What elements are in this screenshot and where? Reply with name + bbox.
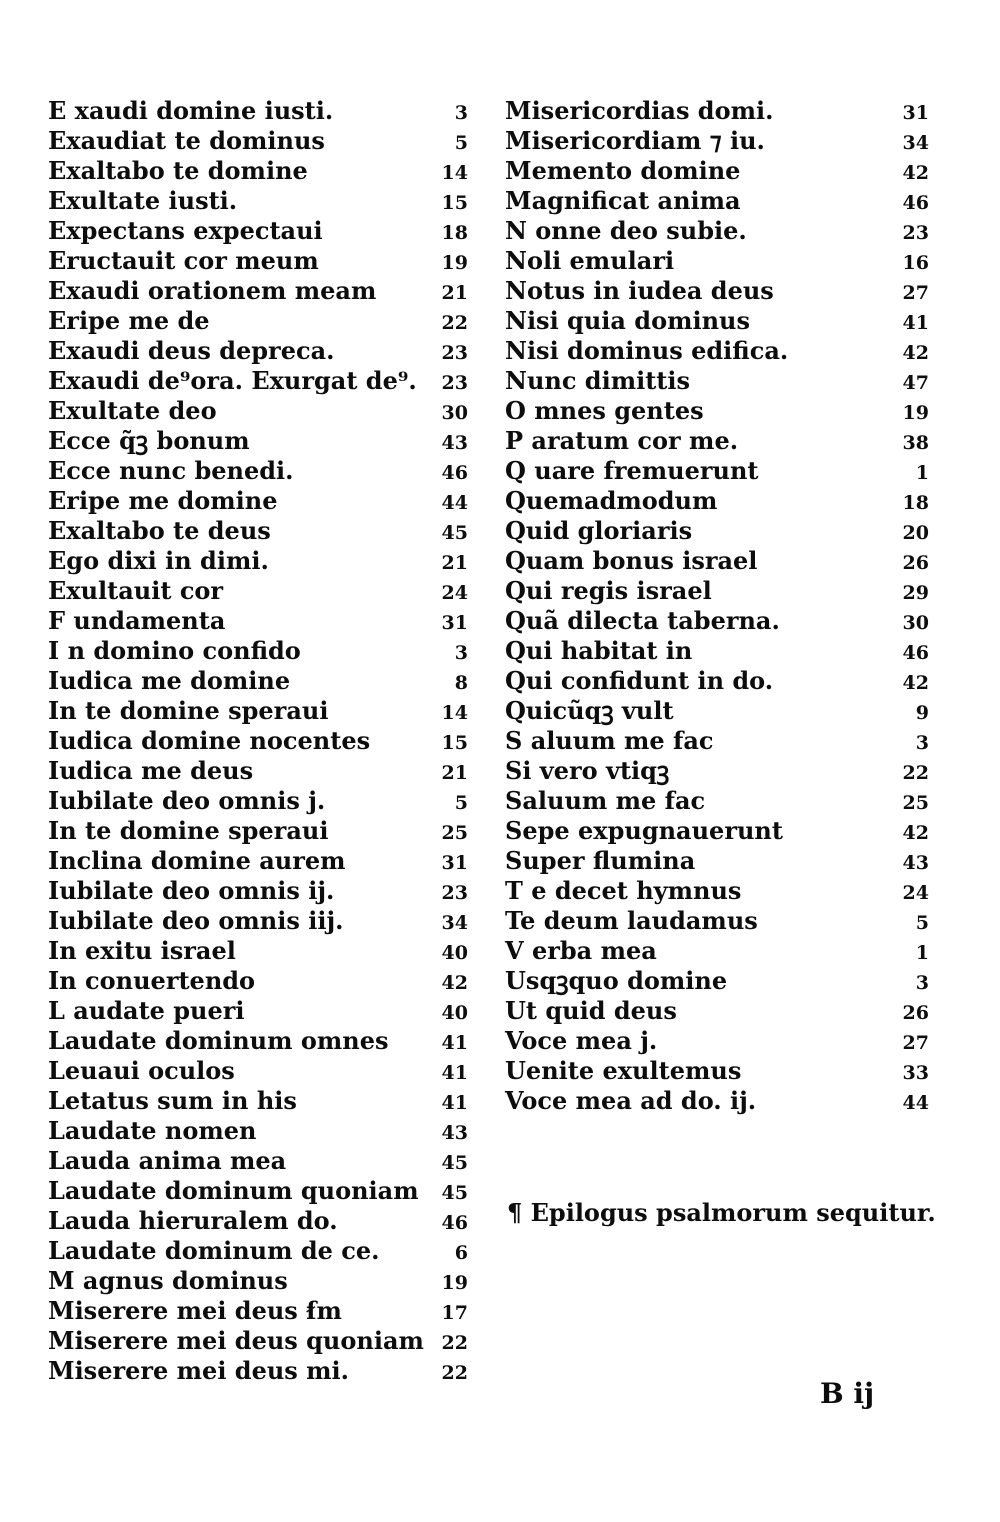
page-number: 23 bbox=[441, 372, 468, 394]
psalm-incipit: Laudate nomen bbox=[48, 1116, 257, 1145]
psalm-incipit: Miserere mei deus ẜm bbox=[48, 1296, 342, 1325]
page-number: 43 bbox=[902, 852, 929, 874]
psalm-incipit: Ecce q̃ꝫ bonum bbox=[48, 426, 250, 455]
index-entry bbox=[48, 1296, 472, 1326]
epilogue-heading: ¶ Epilogus psalmorum sequitur. bbox=[507, 1198, 936, 1227]
index-entry bbox=[48, 1326, 472, 1356]
psalm-incipit: Exaudi deus depreca. bbox=[48, 336, 335, 365]
index-entry bbox=[505, 846, 933, 876]
psalm-incipit: Quemadmodum bbox=[505, 486, 718, 515]
psalm-incipit: Iubilate deo omnis ij. bbox=[48, 876, 335, 905]
index-entry bbox=[505, 1026, 933, 1056]
index-entry bbox=[505, 996, 933, 1026]
page-number: 3 bbox=[454, 102, 468, 124]
index-entry bbox=[505, 786, 933, 816]
index-entry bbox=[505, 126, 933, 156]
index-entry bbox=[48, 966, 472, 996]
left-index-column bbox=[48, 96, 472, 1386]
psalm-incipit: Exaudiat te dominus bbox=[48, 126, 325, 155]
page-number: 27 bbox=[902, 282, 929, 304]
psalm-incipit: Noli emulari bbox=[505, 246, 675, 275]
page-number: 5 bbox=[454, 132, 468, 154]
index-entry bbox=[505, 426, 933, 456]
psalm-incipit: Magnificat anima bbox=[505, 186, 741, 215]
index-entry bbox=[48, 936, 472, 966]
psalm-incipit: L audate pueri bbox=[48, 996, 245, 1025]
page-number: 46 bbox=[902, 192, 929, 214]
index-entry bbox=[48, 846, 472, 876]
psalm-incipit: Ego dixi in dimi. bbox=[48, 546, 269, 575]
page-number: 30 bbox=[441, 402, 468, 424]
psalm-incipit: Quam bonus israel bbox=[505, 546, 758, 575]
psalm-incipit: In te domine speraui bbox=[48, 816, 329, 845]
page-number: 8 bbox=[454, 672, 468, 694]
index-entry bbox=[48, 546, 472, 576]
index-entry bbox=[505, 1056, 933, 1086]
page-number: 15 bbox=[441, 192, 468, 214]
page-number: 26 bbox=[902, 552, 929, 574]
index-entry bbox=[505, 876, 933, 906]
psalm-incipit: Qui regis israel bbox=[505, 576, 712, 605]
page-number: 23 bbox=[902, 222, 929, 244]
index-entry bbox=[48, 1176, 472, 1206]
psalm-incipit: Iudica me domine bbox=[48, 666, 291, 695]
index-entry bbox=[505, 726, 933, 756]
index-entry bbox=[48, 1356, 472, 1386]
page-number: 31 bbox=[441, 852, 468, 874]
psalm-incipit: Usqꝫquo domine bbox=[505, 966, 728, 995]
page-number: 21 bbox=[441, 282, 468, 304]
psalm-incipit: E xaudi domine iusti. bbox=[48, 96, 334, 125]
index-entry bbox=[505, 666, 933, 696]
psalm-incipit: Uenite exultemus bbox=[505, 1056, 742, 1085]
page-number: 44 bbox=[441, 492, 468, 514]
page-number: 40 bbox=[441, 942, 468, 964]
page-number: 24 bbox=[902, 882, 929, 904]
index-entry bbox=[48, 366, 472, 396]
psalm-incipit: Iubilate deo omnis iij. bbox=[48, 906, 344, 935]
psalm-incipit: Laudate dominum quoniam bbox=[48, 1176, 419, 1205]
index-entry bbox=[505, 96, 933, 126]
page-number: 18 bbox=[902, 492, 929, 514]
psalm-incipit: Letatus sum in his bbox=[48, 1086, 297, 1115]
psalm-incipit: Sepe expugnauerunt bbox=[505, 816, 783, 845]
psalm-incipit: Qui confidunt in do. bbox=[505, 666, 774, 695]
page-number: 14 bbox=[441, 162, 468, 184]
page-number: 45 bbox=[441, 1182, 468, 1204]
index-entry bbox=[48, 996, 472, 1026]
index-entry bbox=[48, 426, 472, 456]
index-entry bbox=[48, 636, 472, 666]
index-entry bbox=[505, 516, 933, 546]
page-number: 30 bbox=[902, 612, 929, 634]
index-entry bbox=[48, 666, 472, 696]
index-entry bbox=[505, 606, 933, 636]
psalm-incipit: Quid gloriaris bbox=[505, 516, 693, 545]
index-entry bbox=[505, 546, 933, 576]
psalm-incipit: Exultate deo bbox=[48, 396, 217, 425]
index-entry bbox=[48, 246, 472, 276]
psalm-incipit: Iubilate deo omnis j. bbox=[48, 786, 326, 815]
psalm-incipit: T e decet hymnus bbox=[505, 876, 742, 905]
index-entry bbox=[505, 396, 933, 426]
index-entry bbox=[48, 96, 472, 126]
psalm-incipit: Voce mea ad do. ij. bbox=[505, 1086, 757, 1115]
page-number: 22 bbox=[441, 1362, 468, 1384]
page-number: 38 bbox=[902, 432, 929, 454]
psalm-incipit: Memento domine bbox=[505, 156, 741, 185]
index-entry bbox=[48, 816, 472, 846]
index-entry bbox=[48, 1266, 472, 1296]
page-number: 19 bbox=[441, 252, 468, 274]
page-number: 25 bbox=[441, 822, 468, 844]
psalm-incipit: Te deum laudamus bbox=[505, 906, 758, 935]
psalm-incipit: P aratum cor me. bbox=[505, 426, 739, 455]
index-entry bbox=[505, 306, 933, 336]
page-number: 1 bbox=[915, 462, 929, 484]
page-number: 42 bbox=[902, 162, 929, 184]
psalm-incipit: Quicũqꝫ vult bbox=[505, 696, 674, 725]
psalm-incipit: Iudica me deus bbox=[48, 756, 254, 785]
psalm-incipit: Super flumina bbox=[505, 846, 696, 875]
index-entry bbox=[505, 246, 933, 276]
psalm-incipit: S aluum me fac bbox=[505, 726, 714, 755]
page-number: 19 bbox=[902, 402, 929, 424]
page-number: 41 bbox=[902, 312, 929, 334]
index-entry bbox=[505, 276, 933, 306]
page-number: 14 bbox=[441, 702, 468, 724]
psalm-incipit: Iudica domine nocentes bbox=[48, 726, 371, 755]
page-number: 22 bbox=[441, 1332, 468, 1354]
page-number: 47 bbox=[902, 372, 929, 394]
index-entry bbox=[48, 456, 472, 486]
psalm-incipit: In exitu israel bbox=[48, 936, 236, 965]
psalm-incipit: Eripe me domine bbox=[48, 486, 278, 515]
page-number: 24 bbox=[441, 582, 468, 604]
page-number: 3 bbox=[915, 972, 929, 994]
psalm-incipit: M agnus dominus bbox=[48, 1266, 288, 1295]
page-number: 19 bbox=[441, 1272, 468, 1294]
page-number: 31 bbox=[902, 102, 929, 124]
psalm-incipit: Exultate iusti. bbox=[48, 186, 238, 215]
index-entry bbox=[505, 756, 933, 786]
page-number: 41 bbox=[441, 1062, 468, 1084]
index-entry bbox=[505, 636, 933, 666]
index-entry bbox=[48, 786, 472, 816]
psalm-incipit: Lauda hieruralem do. bbox=[48, 1206, 338, 1235]
page-number: 25 bbox=[902, 792, 929, 814]
psalm-incipit: N onne deo subie. bbox=[505, 216, 747, 245]
page-number: 9 bbox=[915, 702, 929, 724]
index-entry bbox=[505, 966, 933, 996]
psalm-incipit: Nisi quia dominus bbox=[505, 306, 751, 335]
page-number: 46 bbox=[902, 642, 929, 664]
index-entry bbox=[48, 396, 472, 426]
page-number: 6 bbox=[454, 1242, 468, 1264]
index-entry bbox=[48, 336, 472, 366]
psalm-incipit: Exultauit cor bbox=[48, 576, 224, 605]
index-entry bbox=[48, 1236, 472, 1266]
psalm-incipit: Eructauit cor meum bbox=[48, 246, 319, 275]
page-number: 46 bbox=[441, 462, 468, 484]
index-entry bbox=[48, 486, 472, 516]
index-entry bbox=[48, 1116, 472, 1146]
page-number: 41 bbox=[441, 1032, 468, 1054]
page-number: 29 bbox=[902, 582, 929, 604]
page-number: 26 bbox=[902, 1002, 929, 1024]
psalm-incipit: Nunc dimittis bbox=[505, 366, 691, 395]
index-entry bbox=[48, 1146, 472, 1176]
index-entry bbox=[48, 606, 472, 636]
page-number: 23 bbox=[441, 882, 468, 904]
psalm-incipit: Lauda anima mea bbox=[48, 1146, 287, 1175]
page-number: 33 bbox=[902, 1062, 929, 1084]
index-entry bbox=[48, 156, 472, 186]
index-entry bbox=[48, 126, 472, 156]
page-number: 5 bbox=[915, 912, 929, 934]
page-number: 42 bbox=[902, 672, 929, 694]
index-entry bbox=[505, 906, 933, 936]
page-number: 43 bbox=[441, 432, 468, 454]
page-number: 34 bbox=[441, 912, 468, 934]
page-number: 3 bbox=[915, 732, 929, 754]
index-entry bbox=[505, 486, 933, 516]
psalm-incipit: Expectans expectaui bbox=[48, 216, 323, 245]
index-entry bbox=[48, 1056, 472, 1086]
page-number: 16 bbox=[902, 252, 929, 274]
page-number: 3 bbox=[454, 642, 468, 664]
psalm-incipit: Leuaui oculos bbox=[48, 1056, 235, 1085]
psalm-incipit: Saluum me fac bbox=[505, 786, 706, 815]
psalm-incipit: Miserere mei deus mi. bbox=[48, 1356, 350, 1385]
page-number: 15 bbox=[441, 732, 468, 754]
psalm-incipit: Exaudi orationem meam bbox=[48, 276, 377, 305]
index-entry bbox=[48, 516, 472, 546]
index-entry bbox=[505, 336, 933, 366]
page-number: 45 bbox=[441, 1152, 468, 1174]
psalm-incipit: Voce mea j. bbox=[505, 1026, 658, 1055]
index-entry bbox=[505, 816, 933, 846]
psalm-incipit: I n domino confido bbox=[48, 636, 301, 665]
psalm-incipit: Misericordias domi. bbox=[505, 96, 774, 125]
psalm-incipit: F undamenta bbox=[48, 606, 226, 635]
psalm-incipit: Exaudi de⁹ora. Exurgat de⁹. bbox=[48, 366, 417, 395]
page-number: 44 bbox=[902, 1092, 929, 1114]
signature-mark: B ij bbox=[820, 1377, 875, 1410]
index-entry bbox=[505, 576, 933, 606]
page-number: 46 bbox=[441, 1212, 468, 1234]
page-number: 41 bbox=[441, 1092, 468, 1114]
page-number: 17 bbox=[441, 1302, 468, 1324]
index-entry bbox=[48, 1206, 472, 1236]
index-entry bbox=[48, 726, 472, 756]
page-number: 18 bbox=[441, 222, 468, 244]
psalm-incipit: Exaltabo te domine bbox=[48, 156, 308, 185]
index-entry bbox=[505, 186, 933, 216]
index-entry bbox=[505, 216, 933, 246]
psalm-incipit: Laudate dominum de ce. bbox=[48, 1236, 380, 1265]
psalm-incipit: Ut quid deus bbox=[505, 996, 677, 1025]
psalm-incipit: O mnes gentes bbox=[505, 396, 704, 425]
page-number: 1 bbox=[915, 942, 929, 964]
psalm-incipit: Laudate dominum omnes bbox=[48, 1026, 389, 1055]
page-number: 42 bbox=[902, 342, 929, 364]
index-entry bbox=[48, 186, 472, 216]
psalm-incipit: Q uare fremuerunt bbox=[505, 456, 759, 485]
index-entry bbox=[48, 216, 472, 246]
page-number: 40 bbox=[441, 1002, 468, 1024]
index-entry bbox=[505, 156, 933, 186]
psalm-incipit: In conuertendo bbox=[48, 966, 256, 995]
page-number: 43 bbox=[441, 1122, 468, 1144]
psalm-incipit: Eripe me de bbox=[48, 306, 210, 335]
psalm-incipit: Quã dilecta taberna. bbox=[505, 606, 780, 635]
page-number: 31 bbox=[441, 612, 468, 634]
index-entry bbox=[505, 936, 933, 966]
page-number: 21 bbox=[441, 762, 468, 784]
psalm-incipit: Qui habitat in bbox=[505, 636, 693, 665]
index-entry bbox=[48, 1026, 472, 1056]
page-number: 42 bbox=[902, 822, 929, 844]
psalm-incipit: In te domine speraui bbox=[48, 696, 329, 725]
psalm-incipit: Inclina domine aurem bbox=[48, 846, 346, 875]
index-entry bbox=[48, 306, 472, 336]
page-number: 42 bbox=[441, 972, 468, 994]
page-number: 5 bbox=[454, 792, 468, 814]
psalm-incipit: Si vero vtiqꝫ bbox=[505, 756, 670, 785]
psalm-incipit: Exaltabo te deus bbox=[48, 516, 271, 545]
page-number: 45 bbox=[441, 522, 468, 544]
page-number: 22 bbox=[441, 312, 468, 334]
right-index-column bbox=[505, 96, 933, 1116]
psalm-incipit: Notus in iudea deus bbox=[505, 276, 774, 305]
index-entry bbox=[505, 456, 933, 486]
page-number: 34 bbox=[902, 132, 929, 154]
index-entry bbox=[505, 366, 933, 396]
index-entry bbox=[48, 756, 472, 786]
index-entry bbox=[48, 876, 472, 906]
page-number: 22 bbox=[902, 762, 929, 784]
index-entry bbox=[505, 1086, 933, 1116]
index-entry bbox=[48, 1086, 472, 1116]
page-number: 27 bbox=[902, 1032, 929, 1054]
psalm-incipit: Ecce nunc benedi. bbox=[48, 456, 294, 485]
page-number: 23 bbox=[441, 342, 468, 364]
index-entry bbox=[48, 696, 472, 726]
index-entry bbox=[48, 906, 472, 936]
index-entry bbox=[48, 276, 472, 306]
psalm-incipit: V erba mea bbox=[505, 936, 657, 965]
psalm-incipit: Nisi dominus edifica. bbox=[505, 336, 789, 365]
index-entry bbox=[505, 696, 933, 726]
page-number: 21 bbox=[441, 552, 468, 574]
psalm-incipit: Miserere mei deus quoniam bbox=[48, 1326, 424, 1355]
page-number: 20 bbox=[902, 522, 929, 544]
index-entry bbox=[48, 576, 472, 606]
psalm-incipit: Misericordiam ⁊ iu. bbox=[505, 126, 765, 155]
